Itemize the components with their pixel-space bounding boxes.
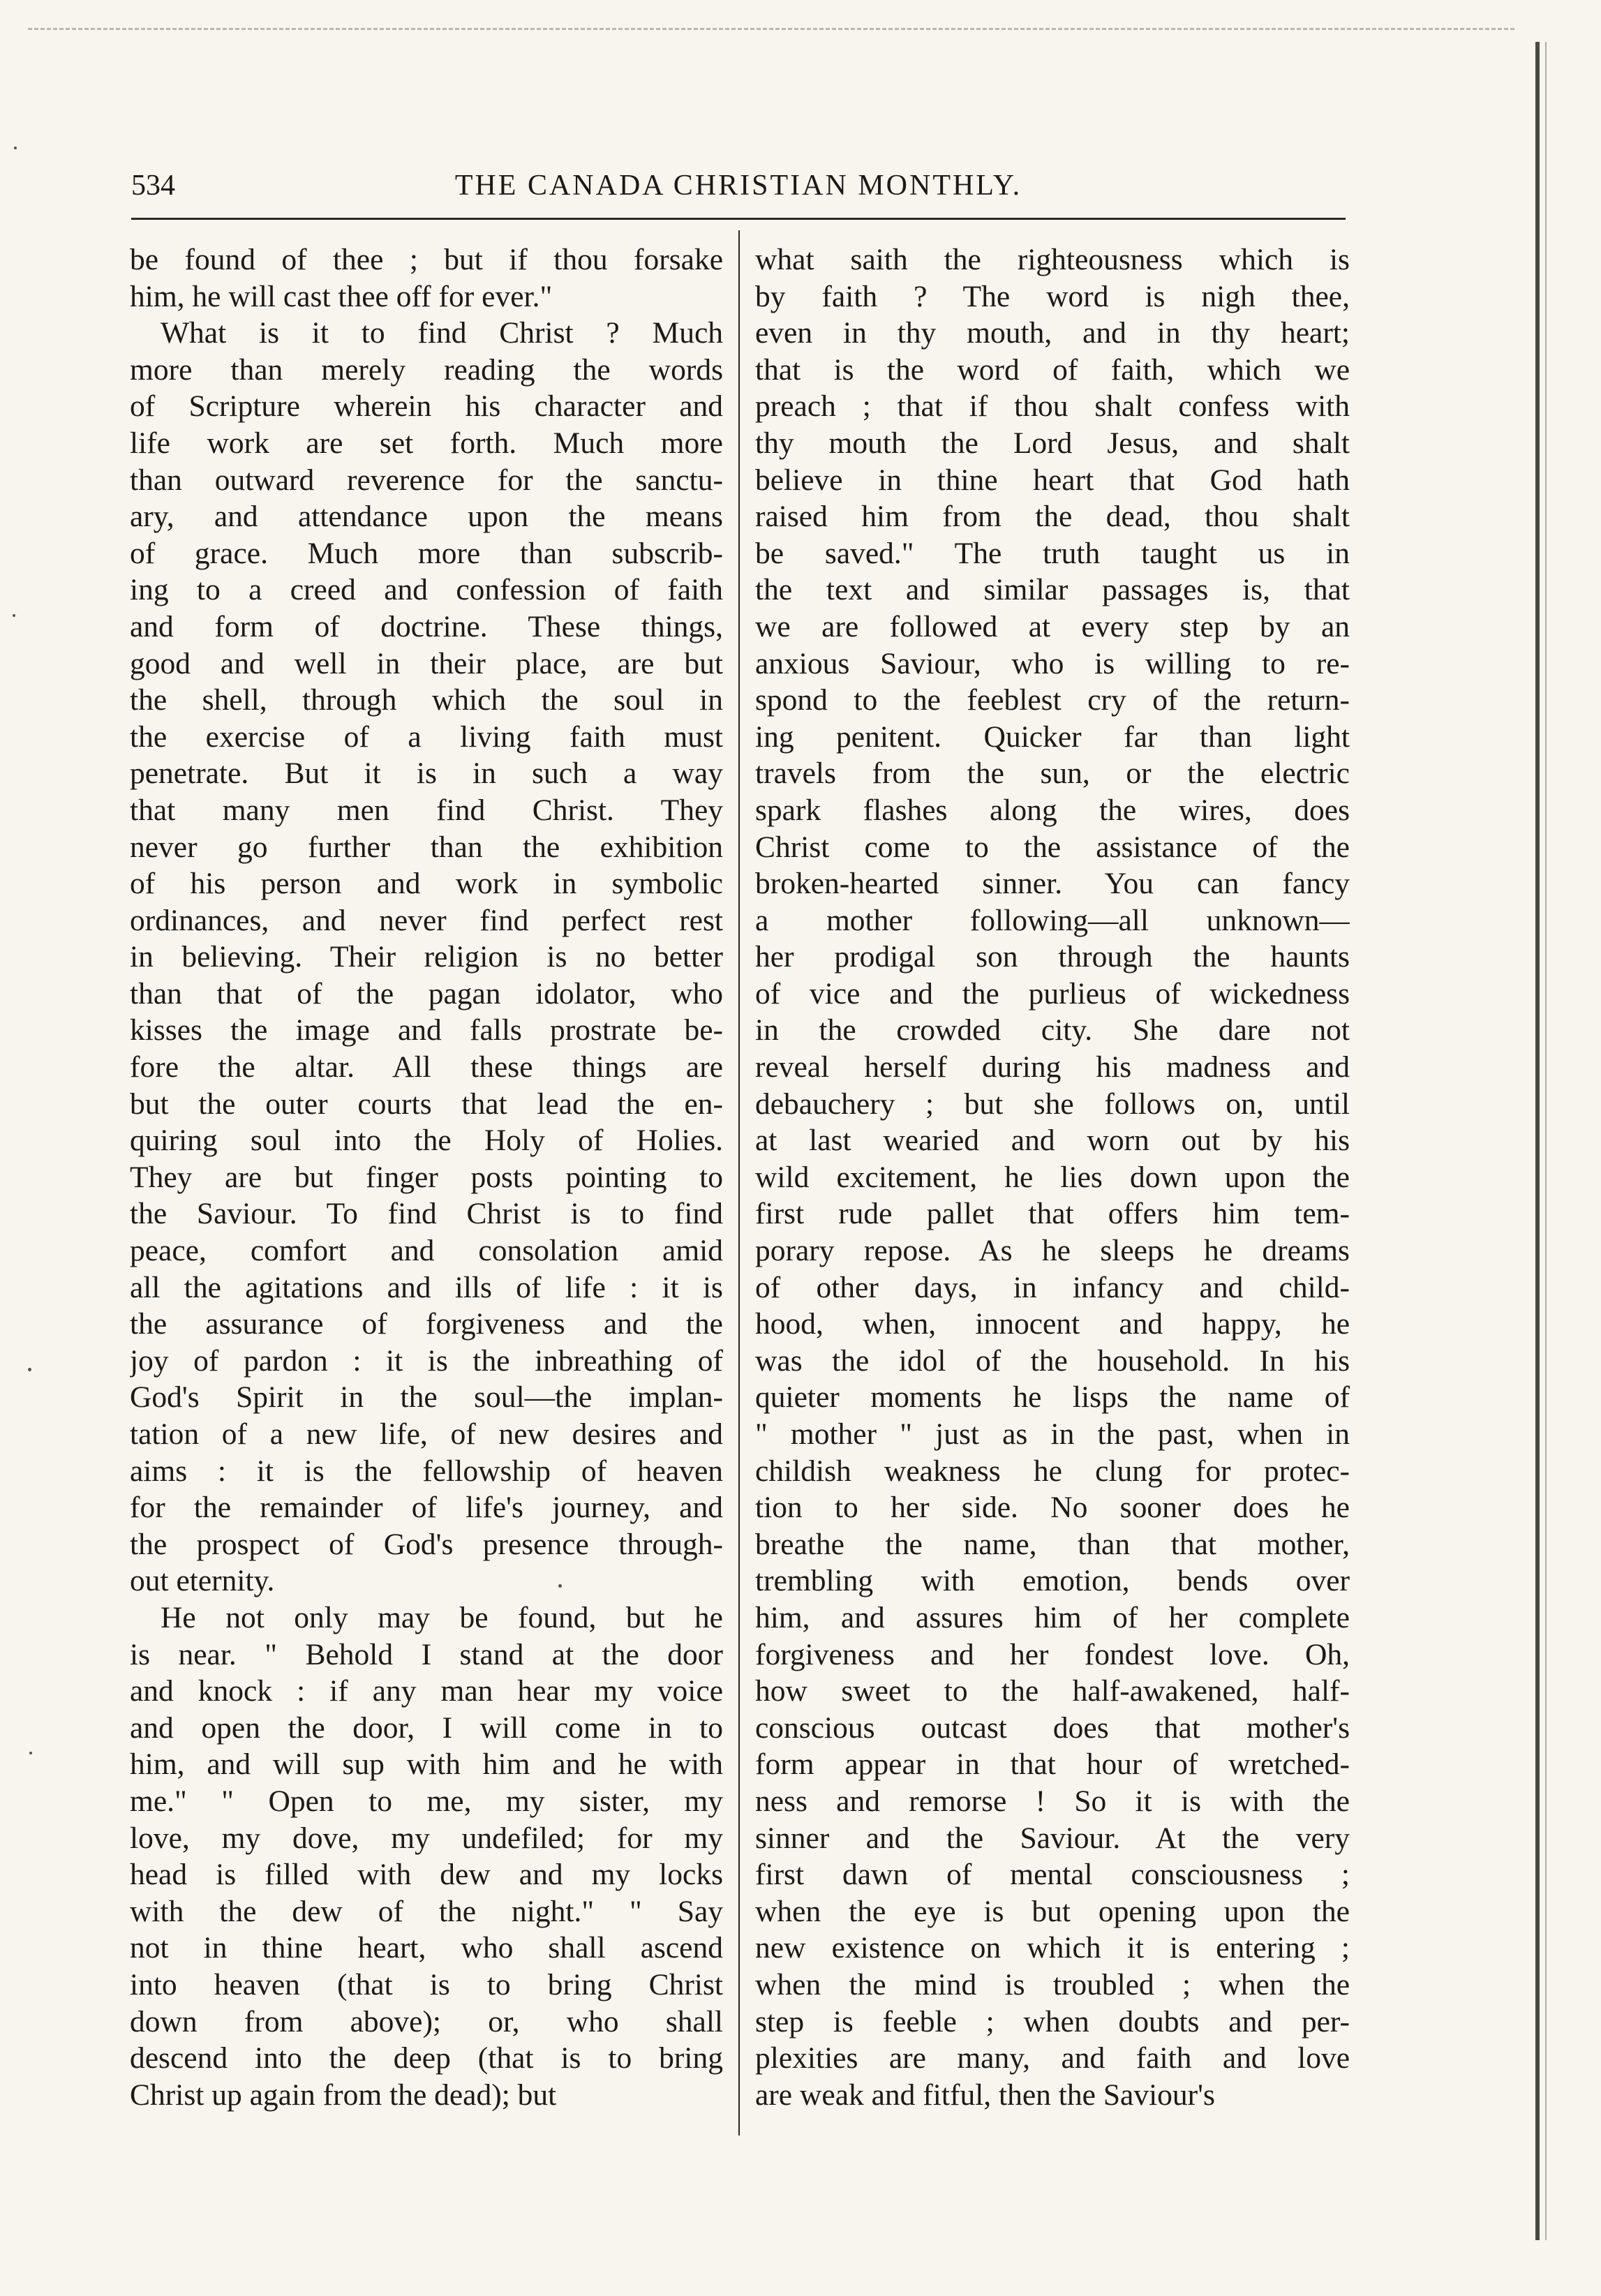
text-line: spark flashes along the wires, does xyxy=(755,793,1350,827)
text-line: the assurance of forgiveness and the xyxy=(130,1307,723,1341)
text-line: forgiveness and her fondest love. Oh, xyxy=(755,1637,1350,1671)
text-line: trembling with emotion, bends over xyxy=(755,1564,1350,1598)
text-line: how sweet to the half-awakened, half- xyxy=(755,1674,1350,1708)
text-line: childish weakness he clung for protec- xyxy=(755,1454,1350,1488)
page-top-edge xyxy=(28,28,1514,30)
text-line: not in thine heart, who shall ascend xyxy=(130,1931,723,1965)
page-header xyxy=(131,165,1346,221)
text-line: peace, comfort and consolation amid xyxy=(130,1234,723,1268)
text-line: fore the altar. All these things are xyxy=(130,1050,723,1084)
header-rule xyxy=(131,218,1346,220)
text-line: descend into the deep (that is to bring xyxy=(130,2041,723,2075)
text-line: raised him from the dead, thou shalt xyxy=(755,500,1350,534)
text-line: joy of pardon : it is the inbreathing of xyxy=(130,1343,723,1378)
text-line: we are followed at every step by an xyxy=(755,609,1350,643)
text-line: ing to a creed and confession of faith xyxy=(130,573,723,607)
text-line: than that of the pagan idolator, who xyxy=(130,976,723,1011)
text-line: in believing. Their religion is no better xyxy=(130,940,723,974)
text-line: quieter moments he lisps the name of xyxy=(755,1380,1350,1415)
text-line: Christ come to the assistance of the xyxy=(755,830,1350,864)
text-line: tation of a new life, of new desires and xyxy=(130,1417,723,1451)
text-line: be found of thee ; but if thou forsake xyxy=(130,243,723,276)
right-column xyxy=(755,241,1350,2113)
text-line: that many men find Christ. They xyxy=(130,793,723,827)
text-line: preach ; that if thou shalt confess with xyxy=(755,389,1350,424)
text-line: debauchery ; but she follows on, until xyxy=(755,1087,1350,1121)
text-line: breathe the name, than that mother, xyxy=(755,1527,1350,1561)
text-line: spond to the feeblest cry of the return- xyxy=(755,683,1350,717)
text-line: into heaven (that is to bring Christ xyxy=(130,1967,723,2001)
text-line: are weak and fitful, then the Saviour's xyxy=(755,2078,1215,2112)
text-line: plexities are many, and faith and love xyxy=(755,2041,1350,2075)
text-line: that is the word of faith, which we xyxy=(755,352,1350,387)
text-line: anxious Saviour, who is willing to re- xyxy=(755,646,1350,680)
text-line: the text and similar passages is, that xyxy=(755,573,1350,607)
binding-edge xyxy=(1535,42,1540,2240)
text-line: " mother " just as in the past, when in xyxy=(755,1417,1350,1451)
text-line: when the mind is troubled ; when the xyxy=(755,1967,1350,2001)
text-line: than outward reverence for the sanctu- xyxy=(130,463,723,497)
text-line: life work are set forth. Much more xyxy=(130,426,723,460)
text-line: Christ up again from the dead); but xyxy=(130,2078,557,2112)
text-line: penetrate. But it is in such a way xyxy=(130,756,723,791)
text-line: first dawn of mental consciousness ; xyxy=(755,1858,1350,1892)
text-line: but the outer courts that lead the en- xyxy=(130,1087,723,1121)
text-line: when the eye is but opening upon the xyxy=(755,1894,1350,1928)
text-line: form appear in that hour of wretched- xyxy=(755,1747,1350,1782)
column-divider xyxy=(738,230,740,2135)
text-line: What is it to find Christ ? Much xyxy=(161,316,723,350)
text-line: and form of doctrine. These things, xyxy=(130,609,723,643)
text-line: of his person and work in symbolic xyxy=(130,867,723,901)
paper-speck xyxy=(13,614,15,617)
text-line: quiring soul into the Holy of Holies. xyxy=(130,1124,723,1158)
text-line: step is feeble ; when doubts and per- xyxy=(755,2004,1350,2038)
text-line: even in thy mouth, and in thy heart; xyxy=(755,316,1350,350)
left-column xyxy=(130,241,723,2113)
binding-edge-shadow xyxy=(1545,42,1547,2240)
text-line: down from above); or, who shall xyxy=(130,2004,723,2038)
text-line: him, he will cast thee off for ever." xyxy=(130,279,553,313)
text-line: never go further than the exhibition xyxy=(130,830,723,864)
text-line: love, my dove, my undefiled; for my xyxy=(130,1821,723,1855)
text-line: new existence on which it is entering ; xyxy=(755,1931,1350,1965)
paper-speck xyxy=(14,147,17,149)
text-line: They are but finger posts pointing to xyxy=(130,1160,723,1194)
text-line: a mother following—all unknown— xyxy=(755,903,1350,937)
text-line: the prospect of God's presence through- xyxy=(130,1527,723,1561)
text-line: sinner and the Saviour. At the very xyxy=(755,1821,1350,1855)
text-line: travels from the sun, or the electric xyxy=(755,756,1350,791)
text-line: porary repose. As he sleeps he dreams xyxy=(755,1234,1350,1268)
text-line: him, and will sup with him and he with xyxy=(130,1747,723,1782)
text-line: in the crowded city. She dare not xyxy=(755,1013,1350,1048)
text-line: more than merely reading the words xyxy=(130,352,723,387)
text-line: ary, and attendance upon the means xyxy=(130,500,723,534)
text-line: be saved." The truth taught us in xyxy=(755,536,1350,570)
text-line: of other days, in infancy and child- xyxy=(755,1270,1350,1304)
text-line: the Saviour. To find Christ is to find xyxy=(130,1197,723,1231)
text-line: thy mouth the Lord Jesus, and shalt xyxy=(755,426,1350,460)
text-line: at last wearied and worn out by his xyxy=(755,1124,1350,1158)
text-line: hood, when, innocent and happy, he xyxy=(755,1307,1350,1341)
text-line: kisses the image and falls prostrate be- xyxy=(130,1013,723,1048)
text-line: with the dew of the night." " Say xyxy=(130,1894,723,1928)
text-line: believe in thine heart that God hath xyxy=(755,463,1350,497)
text-line: ing penitent. Quicker far than light xyxy=(755,720,1350,754)
running-title: THE CANADA CHRISTIAN MONTHLY. xyxy=(454,170,1022,202)
text-line: good and well in their place, are but xyxy=(130,646,723,680)
text-line: of grace. Much more than subscrib- xyxy=(130,536,723,570)
text-line: of Scripture wherein his character and xyxy=(130,389,723,424)
text-line: out eternity. xyxy=(130,1564,275,1598)
text-line: first rude pallet that offers him tem- xyxy=(755,1197,1350,1231)
text-line: what saith the righteousness which is xyxy=(755,243,1350,276)
text-line: of vice and the purlieus of wickedness xyxy=(755,976,1350,1011)
text-line: ordinances, and never find perfect rest xyxy=(130,903,723,937)
text-line: wild excitement, he lies down upon the xyxy=(755,1160,1350,1194)
page-number: 534 xyxy=(131,170,175,202)
text-line: him, and assures him of her complete xyxy=(755,1600,1350,1634)
text-line: ness and remorse ! So it is with the xyxy=(755,1784,1350,1818)
text-line: by faith ? The word is nigh thee, xyxy=(755,279,1350,313)
text-line: tion to her side. No sooner does he xyxy=(755,1491,1350,1525)
paper-speck xyxy=(558,1584,562,1588)
paper-speck xyxy=(29,1752,32,1754)
text-line: reveal herself during his madness and xyxy=(755,1050,1350,1084)
text-line: the exercise of a living faith must xyxy=(130,720,723,754)
text-line: aims : it is the fellowship of heaven xyxy=(130,1454,723,1488)
text-line: for the remainder of life's journey, and xyxy=(130,1491,723,1525)
paper-speck xyxy=(28,1368,31,1371)
text-line: and open the door, I will come in to xyxy=(130,1710,723,1745)
text-line: head is filled with dew and my locks xyxy=(130,1858,723,1892)
text-line: He not only may be found, but he xyxy=(161,1600,723,1634)
text-line: all the agitations and ills of life : it is xyxy=(130,1270,723,1304)
text-line: her prodigal son through the haunts xyxy=(755,940,1350,974)
text-line: broken-hearted sinner. You can fancy xyxy=(755,867,1350,901)
text-line: conscious outcast does that mother's xyxy=(755,1710,1350,1745)
text-line: was the idol of the household. In his xyxy=(755,1343,1350,1378)
text-line: is near. " Behold I stand at the door xyxy=(130,1637,723,1671)
text-line: and knock : if any man hear my voice xyxy=(130,1674,723,1708)
text-line: God's Spirit in the soul—the implan- xyxy=(130,1380,723,1415)
text-line: the shell, through which the soul in xyxy=(130,683,723,717)
text-line: me." " Open to me, my sister, my xyxy=(130,1784,723,1818)
